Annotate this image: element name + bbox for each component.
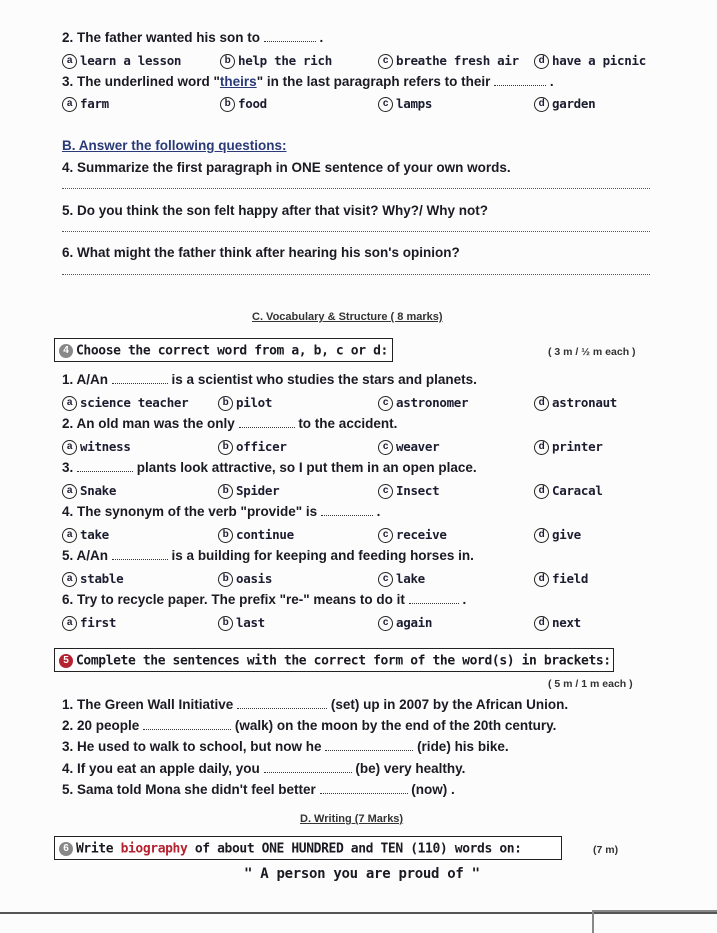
answer-line: [62, 274, 650, 275]
mcq-5: 5. A/An is a building for keeping and feeding horses in.: [62, 548, 474, 563]
exercise-number: 6: [59, 842, 73, 856]
option-d: d Caracal: [534, 483, 603, 499]
exercise-number: 5: [59, 654, 73, 668]
option-b: b continue: [218, 527, 294, 543]
option-d: d have a picnic: [534, 53, 646, 69]
marks-label: ( 5 m / 1 m each ): [548, 678, 633, 690]
option-c: c breathe fresh air: [378, 53, 519, 69]
question-6: 6. What might the father think after hearing his son's opinion?: [62, 245, 460, 260]
option-a: a Snake: [62, 483, 116, 499]
option-c: c lamps: [378, 96, 432, 112]
option-c: c lake: [378, 571, 425, 587]
page-corner: [592, 910, 717, 933]
exercise-number: 4: [59, 344, 73, 358]
question-5: 5. Do you think the son felt happy after that visit? Why?/ Why not?: [62, 203, 489, 218]
option-a: a witness: [62, 439, 131, 455]
sentence-2: 2. 20 people (walk) on the moon by the end of the 20th century.: [62, 718, 557, 733]
option-d: d field: [534, 571, 588, 587]
question-2: 2. The father wanted his son to .: [62, 30, 324, 45]
sentence-4: 4. If you eat an apple daily, you (be) very healthy.: [62, 761, 466, 776]
section-c-heading: C. Vocabulary & Structure ( 8 marks): [252, 311, 443, 323]
marks-label: (7 m): [593, 844, 619, 856]
sentence-3: 3. He used to walk to school, but now he (ride) his bike.: [62, 739, 509, 754]
option-c: c weaver: [378, 439, 439, 455]
option-b: b oasis: [218, 571, 272, 587]
option-c: c Insect: [378, 483, 439, 499]
question-4: 4. Summarize the first paragraph in ONE sentence of your own words.: [62, 160, 511, 175]
option-d: d astronaut: [534, 395, 617, 411]
marks-label: ( 3 m / ½ m each ): [548, 346, 636, 358]
mcq-4: 4. The synonym of the verb "provide" is .: [62, 504, 381, 519]
exercise-6-box: 6 Write biography of about ONE HUNDRED and TEN (110) words on:: [54, 836, 562, 860]
option-c: c astronomer: [378, 395, 468, 411]
option-d: d garden: [534, 96, 595, 112]
exercise-title: Choose the correct word from a, b, c or d:: [76, 343, 388, 359]
mcq-1: 1. A/An is a scientist who studies the stars and planets.: [62, 372, 477, 387]
option-b: b food: [220, 96, 267, 112]
option-a: a first: [62, 615, 116, 631]
option-d: d give: [534, 527, 581, 543]
sentence-1: 1. The Green Wall Initiative (set) up in 2007 by the African Union.: [62, 697, 569, 712]
option-a: a learn a lesson: [62, 53, 181, 69]
option-a: a science teacher: [62, 395, 188, 411]
section-b-heading: B. Answer the following questions:: [62, 138, 287, 153]
option-b: b Spider: [218, 483, 279, 499]
option-b: b last: [218, 615, 265, 631]
mcq-3: 3. plants look attractive, so I put them in an open place.: [62, 460, 477, 475]
option-b: b officer: [218, 439, 287, 455]
option-d: d next: [534, 615, 581, 631]
writing-topic: " A person you are proud of ": [244, 866, 480, 882]
option-a: a stable: [62, 571, 123, 587]
option-a: a farm: [62, 96, 109, 112]
section-d-heading: D. Writing (7 Marks): [300, 813, 404, 825]
question-3: 3. The underlined word "theirs" in the last paragraph refers to their .: [62, 74, 554, 89]
option-a: a take: [62, 527, 109, 543]
answer-line: [62, 188, 650, 189]
option-c: c receive: [378, 527, 447, 543]
option-b: b help the rich: [220, 53, 332, 69]
option-c: c again: [378, 615, 432, 631]
highlight-word: biography: [120, 841, 188, 857]
mcq-6: 6. Try to recycle paper. The prefix "re-" means to do it .: [62, 592, 467, 607]
answer-line: [62, 231, 650, 232]
option-d: d printer: [534, 439, 603, 455]
question-text: 2. The father wanted his son to: [62, 30, 261, 45]
exercise-title: Complete the sentences with the correct form of the word(s) in brackets:: [76, 653, 611, 669]
option-b: b pilot: [218, 395, 272, 411]
mcq-2: 2. An old man was the only to the accident.: [62, 416, 398, 431]
exercise-5-box: [54, 648, 614, 672]
sentence-5: 5. Sama told Mona she didn't feel better (now) .: [62, 782, 455, 797]
exercise-4-box: [54, 338, 393, 362]
